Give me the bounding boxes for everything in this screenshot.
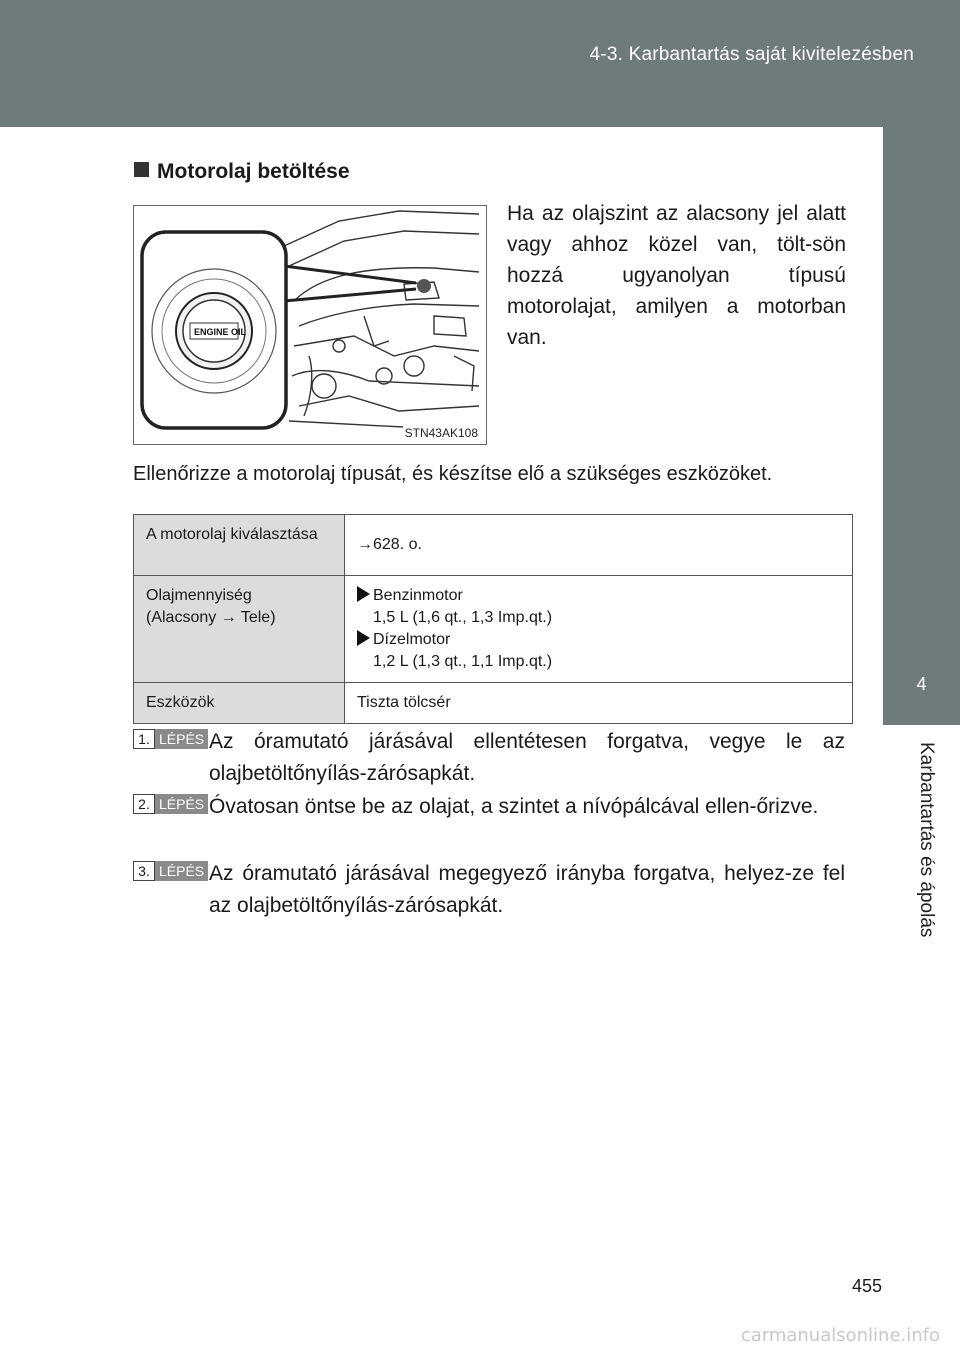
square-bullet-icon: [134, 162, 149, 177]
step-2: 2. LÉPÉS Óvatosan öntse be az olajat, a szintet a nívópálcával ellen-őrizve.: [133, 791, 845, 823]
step-badge: 1. LÉPÉS: [133, 729, 208, 749]
chapter-title: 4-3. Karbantartás saját kivitelezésben: [589, 44, 914, 65]
spec-key: Olajmennyiség (Alacsony → Tele): [134, 576, 345, 683]
side-tab-strip: [883, 127, 960, 643]
step-3: 3. LÉPÉS Az óramutató járásával megegyező irányba forgatva, helyez-ze fel az olajbetöltőnyílás-zárósapkát.: [133, 858, 845, 922]
table-row: [134, 576, 853, 683]
side-tab-number: 4: [883, 643, 960, 725]
spec-value: Tiszta tölcsér: [345, 683, 853, 724]
page-number: 455: [851, 1276, 882, 1296]
page-header: [0, 0, 960, 127]
spec-key: Eszközök: [134, 683, 345, 724]
step-1: 1. LÉPÉS Az óramutató járásával ellentétesen forgatva, vegye le az olajbetöltőnyílás-zárósapkát.: [133, 726, 845, 790]
engine-bay-drawing: [134, 206, 486, 444]
step-badge: 2. LÉPÉS: [133, 794, 208, 814]
spec-table: [133, 514, 853, 724]
figure-code: STN43AK108: [404, 426, 478, 440]
engine-oil-cap-illustration: [133, 205, 487, 445]
step-badge: 3. LÉPÉS: [133, 861, 208, 881]
triangle-arrow-icon: [357, 630, 370, 646]
table-row: [134, 515, 853, 576]
table-row: [134, 683, 853, 724]
triangle-arrow-icon: [357, 586, 370, 602]
intro-paragraph: Ha az olajszint az alacsony jel alatt vagy ahhoz közel van, tölt-sön hozzá ugyanolyan típusú motorolajat, amilyen a motorban van.: [507, 202, 846, 349]
watermark: carmanualsonline.info: [740, 1325, 940, 1346]
section-title: Motorolaj betöltése: [134, 160, 350, 184]
side-tab-label: Karbantartás és ápolás: [916, 742, 937, 938]
oil-cap-location-marker: [417, 279, 431, 293]
spec-value: →628. o.: [345, 515, 853, 576]
lead-paragraph: Ellenőrizze a motorolaj típusát, és készítse elő a szükséges eszközöket.: [133, 463, 773, 485]
spec-key: A motorolaj kiválasztása: [134, 515, 345, 576]
cap-text: ENGINE OIL: [194, 327, 247, 337]
spec-value: Benzinmotor 1,5 L (1,6 qt., 1,3 Imp.qt.) Dízelmotor 1,2 L (1,3 qt., 1,1 Imp.qt.): [345, 576, 853, 683]
